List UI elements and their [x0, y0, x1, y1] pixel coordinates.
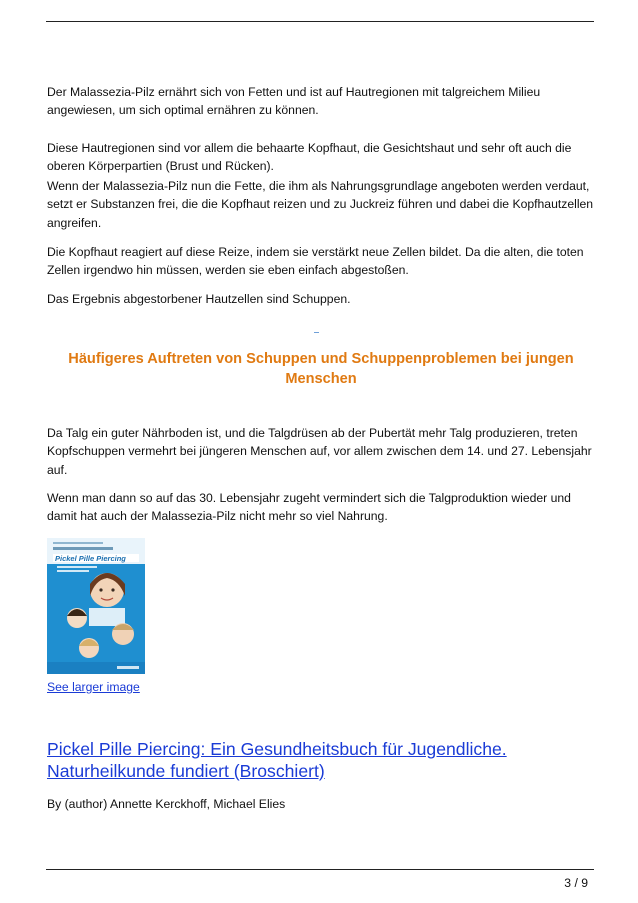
cover-title: Pickel Pille Piercing — [55, 554, 126, 563]
footer-rule — [46, 869, 594, 870]
paragraph-4: Die Kopfhaut reagiert auf diese Reize, indem sie verstärkt neue Zellen bildet. Da die alten, die toten Zellen irgendwo hin müssen, werden sie eben einfach abgestoßen. — [47, 245, 584, 278]
section-divider — [314, 332, 319, 333]
section-paragraph-1: Da Talg ein guter Nährboden ist, und die Talgdrüsen ab der Pubertät mehr Talg produzieren, treten Kopfschuppen vermehrt bei jüngeren Menschen auf, vor allem zwischen dem 14. und 27. Lebensjahr auf. — [47, 426, 592, 477]
paragraph-3: Wenn der Malassezia-Pilz nun die Fette, die ihm als Nahrungsgrundlage angeboten werden verdaut, setzt er Substanzen frei, die die Kopfhaut reizen und zu Juckreiz führen und dabei die Kopfhautzellen angreifen. — [47, 179, 594, 230]
section-heading: Häufigeres Auftreten von Schuppen und Schuppenproblemen bei jungen Menschen — [68, 351, 574, 387]
paragraph-5: Das Ergebnis abgestorbener Hautzellen sind Schuppen. — [47, 292, 351, 306]
paragraph-2: Diese Hautregionen sind vor allem die behaarte Kopfhaut, die Gesichtshaut und sehr oft auch die oberen Körperpartien (Brust und Rücken). — [47, 141, 572, 174]
paragraph-1: Der Malassezia-Pilz ernährt sich von Fetten und ist auf Hautregionen mit talgreichem Milieu angewiesen, um sich optimal ernähren zu können. — [47, 85, 541, 118]
see-larger-image-link[interactable]: See larger image — [47, 680, 140, 694]
book-authors: By (author) Annette Kerckhoff, Michael Elies — [47, 797, 286, 811]
book-title-link[interactable]: Pickel Pille Piercing: Ein Gesundheitsbuch für Jugendliche. Naturheilkunde fundiert (Broschiert) — [47, 739, 507, 781]
section-paragraph-2: Wenn man dann so auf das 30. Lebensjahr zugeht vermindert sich die Talgproduktion wieder und damit hat auch der Malassezia-Pilz nicht mehr so viel Nahrung. — [47, 491, 571, 524]
header-rule — [46, 21, 594, 22]
page-number: 3 / 9 — [564, 876, 588, 890]
book-cover-image[interactable] — [47, 538, 145, 674]
